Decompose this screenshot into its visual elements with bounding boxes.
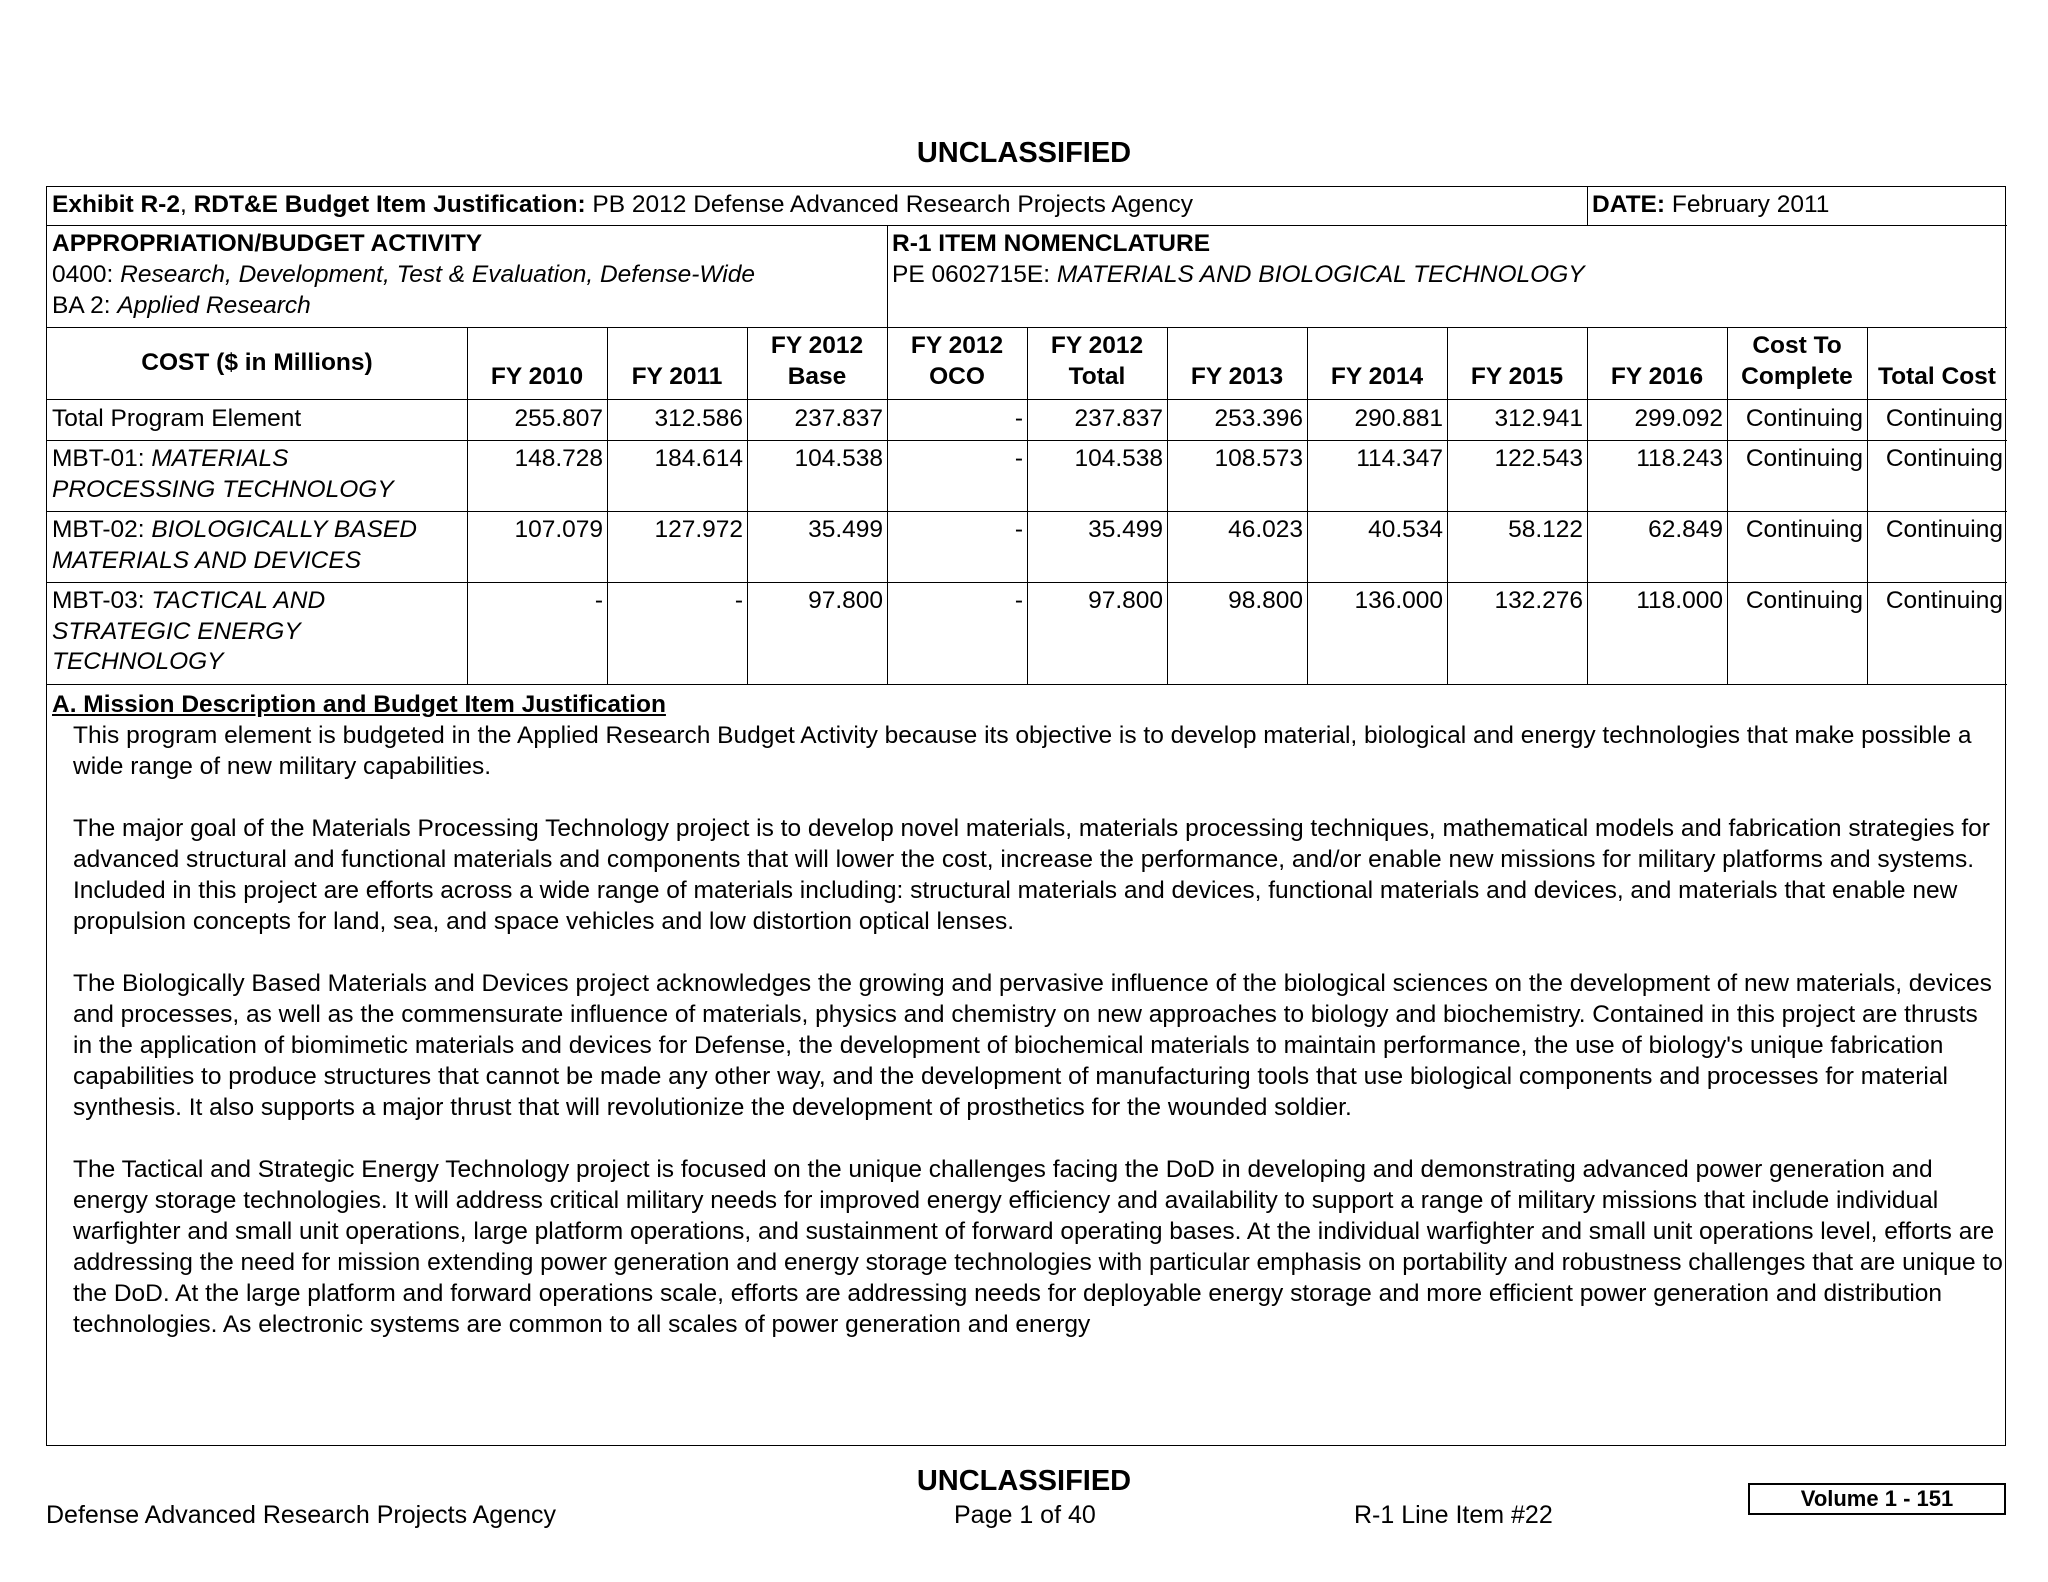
table-cell: 184.614	[654, 445, 743, 472]
table-cell: Continuing	[1745, 587, 1863, 614]
table-cell: 104.538	[1074, 445, 1163, 472]
row-label	[52, 586, 457, 678]
column-header-line1: FY 2012	[1050, 332, 1144, 359]
table-cell: Continuing	[1885, 445, 2003, 472]
footer-page: Page 1 of 40	[954, 1501, 1096, 1529]
exhibit-date: DATE: February 2011	[1592, 191, 1830, 218]
table-cell: Continuing	[1885, 587, 2003, 614]
nomenclature-label: R-1 ITEM NOMENCLATURE	[892, 230, 1211, 257]
row-name: BIOLOGICALLY BASED MATERIALS AND DEVICES	[52, 516, 417, 574]
row-label	[52, 404, 457, 435]
column-header-line2: FY 2011	[631, 363, 723, 390]
classification-footer: UNCLASSIFIED	[916, 1465, 1132, 1497]
column-header-line2: OCO	[929, 363, 985, 390]
column-header-line2: FY 2010	[490, 363, 584, 390]
column-header-line2: FY 2015	[1470, 363, 1564, 390]
table-cell: -	[1014, 516, 1023, 543]
section-a-body	[73, 720, 2003, 1371]
table-cell: 312.586	[654, 405, 743, 432]
table-cell: 253.396	[1214, 405, 1303, 432]
table-cell: 35.499	[808, 516, 883, 543]
table-cell: 255.807	[514, 405, 603, 432]
row-code: Total Program Element	[52, 405, 302, 432]
column-header-line1: Cost To	[1752, 332, 1842, 359]
table-cell: -	[1014, 405, 1023, 432]
table-cell: 127.972	[654, 516, 743, 543]
table-cell: 118.243	[1636, 445, 1723, 472]
table-cell: 237.837	[794, 405, 883, 432]
table-cell: 97.800	[808, 587, 883, 614]
footer-agency: Defense Advanced Research Projects Agency	[46, 1501, 557, 1529]
table-cell: 107.079	[514, 516, 603, 543]
table-cell: 118.000	[1636, 587, 1723, 614]
section-a-title: A. Mission Description and Budget Item Justification	[52, 691, 666, 718]
table-cell: 290.881	[1354, 405, 1443, 432]
appropriation-label: APPROPRIATION/BUDGET ACTIVITY	[52, 230, 483, 257]
table-cell: 122.543	[1494, 445, 1583, 472]
table-cell: 108.573	[1214, 445, 1303, 472]
table-cell: 46.023	[1228, 516, 1303, 543]
table-cell: 40.534	[1368, 516, 1443, 543]
row-code: MBT-02:	[52, 516, 152, 543]
row-code: MBT-03:	[52, 587, 152, 614]
paragraph: The major goal of the Materials Processing Technology project is to develop novel materials, materials processing techniques, mathematical models and fabrication strategies for advanced structural and functional materials and components that will lower the cost, increase the performance, and/or enable new missions for military platforms and systems. Included in this project are efforts across a wide range of materials including: structural materials and devices, functional materials and devices, and materials that enable new propulsion concepts for land, sea, and space vehicles and low distortion optical lenses.	[73, 815, 1990, 935]
table-cell: 104.538	[794, 445, 883, 472]
budget-activity-line: BA 2: Applied Research	[52, 292, 311, 319]
classification-header: UNCLASSIFIED	[916, 137, 1132, 169]
table-cell: 97.800	[1088, 587, 1163, 614]
table-cell: 132.276	[1494, 587, 1583, 614]
footer-line-item: R-1 Line Item #22	[1354, 1501, 1553, 1529]
table-cell: -	[734, 587, 743, 614]
column-header-line2: FY 2013	[1190, 363, 1284, 390]
column-header-line2: FY 2014	[1330, 363, 1424, 390]
row-label	[52, 515, 457, 576]
table-cell: 136.000	[1354, 587, 1443, 614]
row-code: MBT-01:	[52, 445, 152, 472]
paragraph: The Tactical and Strategic Energy Technology project is focused on the unique challenges facing the DoD in developing and demonstrating advanced power generation and energy storage technologies. It will address critical military needs for improved energy efficiency and availability to support a range of military missions that include individual warfighter and small unit operations, large platform operations, and sustainment of forward operating bases. At the individual warfighter and small unit operations level, efforts are addressing the need for mission extending power generation and energy storage technologies with particular emphasis on portability and robustness challenges that are unique to the DoD. At the large platform and forward operations scale, efforts are addressing needs for deployable energy storage and more efficient power generation and distribution technologies. As electronic systems are common to all scales of power generation and energy	[73, 1156, 2003, 1338]
table-cell: 114.347	[1356, 445, 1443, 472]
column-header-line2: Total Cost	[1878, 363, 1996, 390]
table-cell: 237.837	[1074, 405, 1163, 432]
table-cell: 299.092	[1634, 405, 1723, 432]
row-name: TACTICAL AND STRATEGIC ENERGY TECHNOLOGY	[52, 587, 326, 675]
table-cell: Continuing	[1745, 516, 1863, 543]
rule	[1587, 187, 1588, 225]
appropriation-line: 0400: Research, Development, Test & Evaluation, Defense-Wide	[52, 261, 755, 288]
table-cell: -	[594, 587, 603, 614]
table-cell: Continuing	[1745, 405, 1863, 432]
exhibit-frame	[46, 186, 2006, 1446]
table-cell: Continuing	[1885, 516, 2003, 543]
paragraph: This program element is budgeted in the Applied Research Budget Activity because its objective is to develop material, biological and energy technologies that make possible a wide range of new military capabilities.	[73, 722, 1972, 780]
paragraph: The Biologically Based Materials and Devices project acknowledges the growing and pervasive influence of the biological sciences on the development of new materials, devices and processes, as well as the commensurate influence of materials, physics and chemistry on new approaches to biology and biochemistry. Contained in this project are thrusts in the application of biomimetic materials and devices for Defense, the development of biochemical materials to maintain performance, the use of biology's unique fabrication capabilities to produce structures that cannot be made any other way, and the development of manufacturing tools that use biological components and processes for material synthesis. It also supports a major thrust that will revolutionize the development of prosthetics for the wounded soldier.	[73, 970, 1992, 1121]
table-cell: -	[1014, 445, 1023, 472]
table-cell: 312.941	[1494, 405, 1583, 432]
cost-header: COST ($ in Millions)	[141, 349, 373, 376]
column-header-line1: FY 2012	[910, 332, 1004, 359]
nomenclature-line: PE 0602715E: MATERIALS AND BIOLOGICAL TECHNOLOGY	[892, 261, 1585, 288]
exhibit-title: Exhibit R-2, RDT&E Budget Item Justification: PB 2012 Defense Advanced Research Projects Agency	[52, 191, 1194, 218]
volume-badge: Volume 1 - 151	[1748, 1483, 2006, 1515]
column-header-line1: FY 2012	[770, 332, 864, 359]
column-header-line2: Total	[1068, 363, 1126, 390]
table-cell: 58.122	[1508, 516, 1583, 543]
rule	[887, 225, 888, 327]
row-name: MATERIALS PROCESSING TECHNOLOGY	[52, 445, 394, 503]
table-cell: Continuing	[1885, 405, 2003, 432]
table-cell: 98.800	[1228, 587, 1303, 614]
table-cell: 35.499	[1088, 516, 1163, 543]
column-header-line2: Base	[787, 363, 847, 390]
column-header-line2: FY 2016	[1610, 363, 1704, 390]
table-cell: 62.849	[1648, 516, 1723, 543]
rule	[47, 225, 2007, 226]
table-cell: -	[1014, 587, 1023, 614]
column-header-line2: Complete	[1741, 363, 1853, 390]
row-label	[52, 444, 457, 505]
table-cell: Continuing	[1745, 445, 1863, 472]
rule	[47, 684, 2007, 685]
table-cell: 148.728	[514, 445, 603, 472]
